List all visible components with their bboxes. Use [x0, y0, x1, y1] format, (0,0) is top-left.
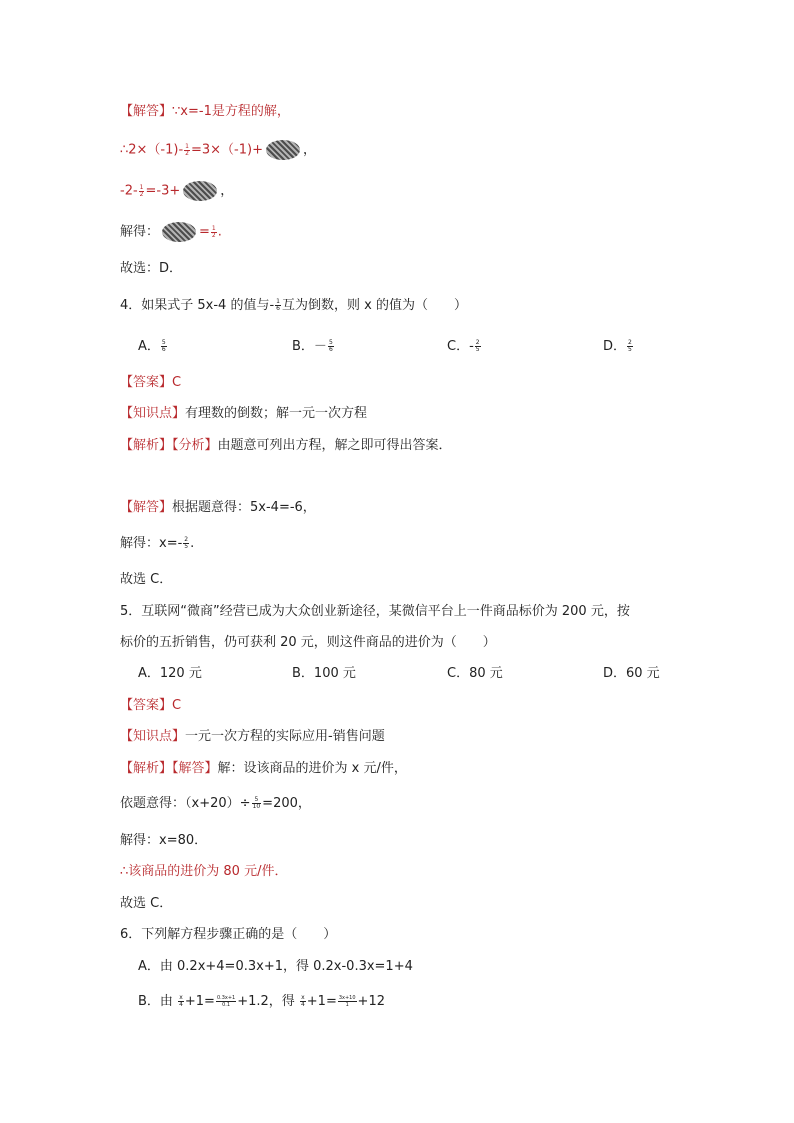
q5-stem-line-1: 5．互联网“微商”经营已成为大众创业新途径，某微信平台上一件商品标价为 200 元，按: [120, 604, 630, 619]
kp-tag: 【知识点】: [120, 406, 186, 421]
fraction: $\frac{3x+10}{1}$: [338, 995, 356, 1008]
equation-part: ，: [220, 183, 234, 199]
fraction: $\frac{1}{2}$: [139, 183, 144, 198]
fraction: $\frac{x}{4}$: [300, 994, 305, 1008]
q5-knowledge-point: [120, 728, 385, 746]
answer-tag: 【答案】: [120, 698, 173, 713]
analysis-text: 解：设该商品的进价为 x 元/件，: [217, 761, 407, 776]
equation-part: .: [217, 224, 222, 240]
fraction: $\frac{5}{10}$: [252, 796, 261, 810]
q4-solution: [120, 499, 316, 517]
q4-option-c: C．- $\frac{2}{5}$: [447, 339, 480, 354]
kp-tag: 【知识点】: [120, 729, 186, 744]
q3-choose-line: 故选：D．: [120, 261, 183, 276]
q4-choose: 故选 C．: [120, 572, 173, 587]
option-part: +1.2，得: [237, 994, 295, 1009]
answer-value: C: [172, 375, 182, 390]
equation-part: -2-: [120, 183, 138, 199]
equation-part: =3×（-1)+: [191, 142, 263, 158]
obscured-term-blot: [266, 140, 300, 160]
option-part: +12: [357, 994, 385, 1009]
q6-stem: 6．下列解方程步骤正确的是（ ）: [120, 927, 337, 942]
q5-option-a: A．120 元: [138, 666, 202, 681]
q5-choose: 故选 C．: [120, 896, 173, 911]
answer-value: C: [172, 698, 182, 713]
option-part: +1=: [306, 994, 337, 1009]
fraction: $\frac{1}{2}$: [211, 224, 216, 239]
q3-equation-line-1: [120, 140, 316, 160]
stem-part: 互为倒数，则 x 的值为（ ）: [281, 298, 467, 313]
q6-option-a: A．由 0.2x+4=0.3x+1，得 0.2x-0.3x=1+4: [138, 959, 413, 974]
equation-part: ∴2×（-1)-: [120, 142, 184, 158]
obscured-term-blot: [162, 222, 196, 242]
analysis-tag: 【解析】【分析】: [120, 438, 218, 453]
q5-equation: [120, 795, 311, 813]
analysis-text: 由题意可列出方程，解之即可得出答案．: [217, 438, 452, 453]
fraction: $\frac{0.3x+1}{0.1}$: [216, 995, 236, 1008]
stem-part: 4．如果式子 5x-4 的值与-: [120, 298, 275, 313]
kp-text: 一元一次方程的实际应用-销售问题: [185, 729, 385, 744]
q5-analysis: [120, 760, 407, 778]
equation-part: =: [199, 224, 210, 240]
result-text-end: .: [190, 536, 195, 551]
q4-option-a: A． $\frac{5}{6}$: [138, 339, 166, 354]
result-text: 解得：x=-: [120, 536, 183, 551]
q3-equation-line-2: [120, 181, 233, 201]
q6-option-b: [138, 993, 385, 1011]
obscured-term-blot: [183, 181, 217, 201]
q5-stem-line-2: 标价的五折销售，仍可获利 20 元，则这件商品的进价为（ ）: [120, 635, 496, 650]
q5-option-b: B．100 元: [292, 666, 356, 681]
q4-answer: [120, 374, 181, 392]
equation-part: =-3+: [145, 183, 181, 199]
q5-option-d: D．60 元: [603, 666, 660, 681]
q4-option-b: B．－ $\frac{5}{6}$: [292, 339, 333, 354]
q4-knowledge-point: [120, 405, 367, 423]
solution-tag: 【解答】: [120, 104, 173, 119]
kp-text: 有理数的倒数；解一元一次方程: [185, 406, 368, 421]
fraction: $\frac{1}{6}$: [276, 298, 280, 312]
fraction: $\frac{x}{4}$: [179, 994, 183, 1008]
q4-stem: [120, 297, 467, 315]
analysis-tag: 【解析】【解答】: [120, 761, 218, 776]
fraction: $\frac{2}{5}$: [184, 536, 189, 550]
q5-solve: 解得：x=80．: [120, 833, 208, 848]
result-label: 解得：: [120, 224, 160, 240]
q3-result-line: [120, 222, 222, 242]
option-part: +1=: [184, 994, 215, 1009]
q3-solution-line: [120, 103, 290, 121]
option-part: B．由: [138, 994, 173, 1009]
equation-part: ，: [302, 142, 316, 158]
equation-part: =200，: [262, 796, 311, 811]
q4-option-d: D． $\frac{2}{5}$: [603, 339, 632, 354]
q4-analysis: [120, 437, 452, 455]
q5-conclusion: ∴该商品的进价为 80 元/件．: [120, 864, 288, 879]
answer-tag: 【答案】: [120, 375, 173, 390]
solution-text: 根据题意得：5x-4=-6，: [172, 500, 316, 515]
q4-solution-result: [120, 535, 194, 553]
fraction: $\frac{1}{2}$: [185, 142, 189, 157]
equation-part: 依题意得：（x+20）÷: [120, 796, 251, 811]
solution-text: ∵x=-1是方程的解，: [172, 104, 290, 119]
q5-option-c: C．80 元: [447, 666, 503, 681]
q5-answer: [120, 697, 181, 715]
solution-tag: 【解答】: [120, 500, 173, 515]
